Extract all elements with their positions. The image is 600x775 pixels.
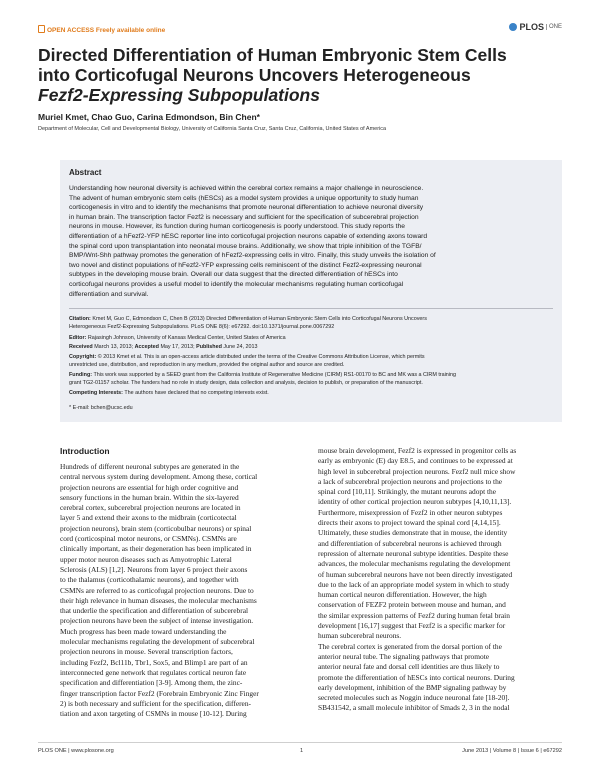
citation-line: Heterogeneous Fezf2-Expressing Subpopulations. PLoS ONE 8(6): e67292. doi:10.1371/journal.pone.0067292 [69, 323, 335, 330]
body-text-line: identity of other cortical projection neuron subtypes [4,10,11,13]. [318, 497, 512, 507]
article-title [38, 45, 563, 105]
body-text-line: molecular mechanisms regulating the development of subcerebral [60, 637, 255, 647]
body-text-line: advances, the molecular mechanisms regulating the development [318, 559, 511, 569]
abstract-line: Understanding how neuronal diversity is achieved within the cerebral cortex remains a major challenge in neuroscience. [69, 185, 424, 192]
body-text-line: projection neurons are essential for high order cognitive and [60, 482, 239, 492]
published-date: June 24, 2013 [223, 344, 258, 350]
competing-value: The authors have declared that no competing interests exist. [124, 390, 269, 396]
body-text-line: projection neurons), brain stem (corticobulbar neurons) or spinal [60, 523, 252, 533]
body-text-line: projection neurons in mouse. Several transcription factors, [60, 647, 233, 657]
affiliation: Department of Molecular, Cell and Developmental Biology, University of California Santa Cruz, Santa Cruz, California, United States of America [38, 126, 387, 132]
body-text-line: that underlie the specification and differentiation of subcerebral [60, 606, 249, 616]
body-text-line: Sclerosis (ALS) [1,2]. Neurons from layer 6 project their axons [60, 564, 248, 574]
body-text-line: high level in subcerebral projection neurons. Fezf2 null mice show [318, 466, 516, 476]
abstract-line: differentiation and survival. [69, 290, 149, 298]
funding-line: grant TG2-01157 scholar. The funders had no role in study design, data collection and analysis, decision to publish, or preparation of the manuscript. [69, 379, 423, 386]
footer-journal: PLOS ONE | www.plosone.org [38, 748, 114, 754]
footer-issue: June 2013 | Volume 8 | Issue 6 | e67292 [462, 748, 562, 754]
open-access-banner [38, 25, 165, 34]
body-text-line: anterior neural fate and dorsal cell identities are thus likely to [318, 662, 500, 672]
published-label: Published [196, 344, 222, 350]
body-text-line: specification and differentiation [3-9]. Among them, the zinc- [60, 678, 243, 688]
funding-label: Funding: [69, 372, 93, 378]
body-text-line: anterior neural tube. The signaling pathways that promote [318, 651, 490, 661]
abstract-line: neurons in mouse. However, its function during human corticogenesis is poorly understood. This study reports the [69, 223, 405, 231]
open-lock-icon [38, 25, 45, 33]
funding-block [69, 372, 553, 387]
abstract-line: in human brain. The transcription factor Fezf2 is necessary and sufficient for the specification of subcerebral projection [69, 213, 419, 221]
copyright-line: unrestricted use, distribution, and reproduction in any medium, provided the original author and source are credited. [69, 361, 345, 368]
abstract-line: corticofugal neurons provides a useful model to identify the molecular mechanisms regulating human corticofugal [69, 280, 404, 288]
accepted-date: May 17, 2013; [160, 344, 195, 350]
body-text-line: early development, inhibition of the BMP signaling pathway by [318, 682, 507, 692]
body-text-line: development [16,17] suggest that Fezf2 is a specific marker for [318, 621, 506, 631]
body-text-line: their high relevance in human diseases, the molecular mechanisms [60, 595, 257, 605]
journal-logo-sub: ONE [546, 24, 562, 30]
body-text-line: and differentiation of subcerebral neurons is achieved through [318, 538, 502, 548]
body-text-line: layer 5 and extend their axons to the midbrain (corticotectal [60, 513, 237, 523]
body-text-line: cerebral cortex, subcerebral projection neurons are located in [60, 503, 241, 513]
title-line: into Corticofugal Neurons Uncovers Heterogeneous [38, 65, 471, 85]
journal-logo-text: PLOS [519, 22, 544, 32]
citation-label: Citation: [69, 316, 91, 322]
open-access-text: OPEN ACCESS Freely available online [47, 27, 166, 34]
body-text-line: directs their axons to project toward the spinal cord [4,14,15]. [318, 518, 501, 528]
intro-left-column [60, 462, 300, 719]
citation-block [69, 316, 553, 331]
body-text-line: human cortical neuron differentiation. However, the high [318, 590, 487, 600]
body-text-line: Much progress has been made toward understanding the [60, 626, 227, 636]
abstract-line: BMP/Wnt-Shh pathway promotes the generation of hFezf2-expressing cells in vitro. Finally, this study unveils the isolation of [69, 252, 436, 260]
body-text-line: interconnected gene network that regulates cortical neuron fate [60, 667, 247, 677]
abstract-line: The advent of human embryonic stem cells (hESCs) as a model system provides a unique opportunity to study human [69, 194, 419, 202]
body-text-line: early as embryonic (E) day E8.5, and continues to be expressed at [318, 456, 513, 466]
body-text-line: cord (corticospinal motor neurons, or CSMNs). CSMNs are [60, 534, 237, 544]
copyright-label: Copyright: [69, 354, 97, 360]
abstract-line: two novel and distinct populations of hFezf2-YFP expressing cells reminiscent of the distinct Fezf2-expressing neuronal [69, 261, 422, 269]
body-text-line: The cerebral cortex is generated from the dorsal portion of the [318, 641, 502, 651]
abstract-heading: Abstract [69, 168, 102, 177]
body-text-line: projection neurons have been the subject of intense investigation. [60, 616, 254, 626]
body-text-line: a lack of subcerebral projection neurons and projections to the [318, 476, 503, 486]
abstract-line: subtypes in the developing mouse brain. Overall our data suggest that the directed differentiation of hESCs into [69, 271, 398, 279]
body-text-line: SB431542, a small molecule inhibitor of Smads 2, 3 in the nodal [318, 703, 510, 713]
competing-block [69, 390, 553, 398]
copyright-block [69, 354, 553, 369]
body-text-line: tiation and axon targeting of CSMNs in mouse [10-12]. During [60, 709, 247, 719]
title-line: Directed Differentiation of Human Embryonic Stem Cells [38, 45, 507, 65]
body-text-line: spinal cord [10,11]. Strikingly, the mutant neurons adopt the [318, 487, 497, 497]
body-text-line: secreted molecules such as Noggin induce neuronal fate [18-20]. [318, 693, 510, 703]
abstract-divider [69, 308, 553, 309]
introduction-heading: Introduction [60, 446, 110, 456]
footer-divider [38, 742, 562, 743]
plos-logo-icon [509, 23, 517, 31]
body-text-line: sensory functions in the human brain. Within the six-layered [60, 492, 239, 502]
body-text-line: Ultimately, these studies demonstrate that in mouse, the identity [318, 528, 508, 538]
body-text-line: conservation of FEZF2 protein between mouse and human, and [318, 600, 506, 610]
body-text-line: including Fezf2, Bcl11b, Tbr1, Sox5, and Blimp1 are part of an [60, 657, 248, 667]
received-date: March 13, 2013; [94, 344, 134, 350]
intro-right-column [318, 446, 558, 714]
body-text-line: finger transcription factor Fezf2 (Forebrain Embryonic Zinc Finger [60, 688, 259, 698]
abstract-line: the spinal cord upon transplantation into neonatal mouse brains. Additionally, we show that triple inhibition of the TGFB/ [69, 242, 422, 250]
body-text-line: the similar expression patterns of Fezf2 during human fetal brain [318, 610, 510, 620]
body-text-line: promote the differentiation of hESCs into cortical neurons. During [318, 672, 515, 682]
competing-label: Competing Interests: [69, 390, 123, 396]
received-label: Received [69, 344, 93, 350]
abstract-line: differentiation of a hFezf2-YFP hESC reporter line into corticofugal projection neurons capable of extending axons toward [69, 232, 428, 240]
body-text-line: human subcerebral neurons. [318, 631, 402, 641]
abstract-body [69, 184, 553, 299]
body-text-line: Hundreds of different neuronal subtypes are generated in the [60, 462, 240, 471]
body-text-line: of human subcerebral neurons have not been directly investigated [318, 569, 513, 579]
abstract-line: corticogenesis in vitro and to identify the mechanisms that promote neuronal differentiation to achieve neuronal diversity [69, 204, 424, 212]
body-text-line: mouse brain development, Fezf2 is expressed in progenitor cells as [318, 446, 517, 455]
body-text-line: to the thalamus (corticothalamic neurons), and together with [60, 575, 239, 585]
funding-line: This work was supported by a SEED grant from the California Institute of Regenerative Medicine (CIRM) RS1-00170 to BC and MK was a CIRM training [93, 372, 456, 378]
body-text-line: CSMNs are referred to as corticofugal projection neurons. Due to [60, 585, 254, 595]
journal-logo [509, 22, 562, 32]
body-text-line: central nervous system during development. Among these, cortical [60, 472, 258, 482]
email-line: * E-mail: bchen@ucsc.edu [69, 405, 133, 411]
abstract-box [60, 160, 562, 422]
body-text-line: upper motor neuron diseases such as Amyotrophic Lateral [60, 554, 232, 564]
author-list: Muriel Kmet, Chao Guo, Carina Edmondson, Bin Chen* [38, 112, 260, 122]
title-line: Fezf2-Expressing Subpopulations [38, 85, 320, 105]
email-block [69, 405, 553, 413]
copyright-line: © 2013 Kmet et al. This is an open-access article distributed under the terms of the Creative Commons Attribution License, which permits [97, 354, 425, 360]
editor-label: Editor: [69, 335, 87, 341]
editor-value: Rajasingh Johnson, University of Kansas Medical Center, United States of America [87, 335, 286, 341]
body-text-line: 2) is both necessary and sufficient for the specification, differen- [60, 698, 251, 708]
citation-line: Kmet M, Guo C, Edmondson C, Chen B (2013) Directed Differentiation of Human Embryonic Stem Cells into Corticofugal Neurons Uncovers [92, 316, 427, 322]
body-text-line: repression of alternate neuronal subtype identities. Despite these [318, 548, 509, 558]
body-text-line: clinically important, as their degeneration has been implicated in [60, 544, 252, 554]
page-number: 1 [300, 748, 304, 754]
body-text-line: due to the lack of an appropriate model system in which to study [318, 579, 510, 589]
editor-block [69, 335, 553, 343]
dates-block [69, 344, 553, 352]
body-text-line: Furthermore, misexpression of Fezf2 in other neuron subtypes [318, 507, 503, 517]
accepted-label: Accepted [134, 344, 159, 350]
